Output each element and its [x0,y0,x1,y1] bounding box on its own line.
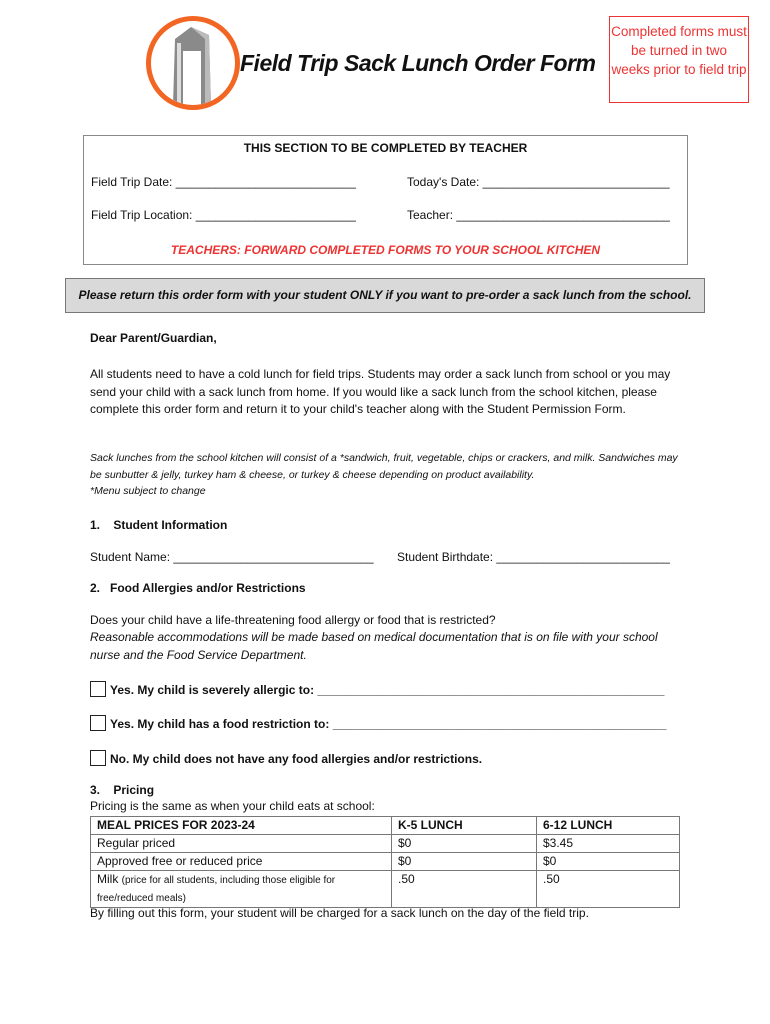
header-cell: K-5 LUNCH [392,817,537,835]
option-none[interactable] [90,750,690,769]
cell: .50 [537,871,680,908]
cell [91,871,392,908]
field-trip-location-field[interactable]: Field Trip Location: ________________________ [91,208,356,222]
header-cell: 6-12 LUNCH [537,817,680,835]
section2-heading: 2. Food Allergies and/or Restrictions [90,581,306,595]
header-cell: MEAL PRICES FOR 2023-24 [91,817,392,835]
section1-heading: 1. Student Information [90,518,228,532]
cell: .50 [392,871,537,908]
checkbox[interactable] [90,681,106,697]
menu-subject-note: *Menu subject to change [90,485,206,497]
table-row [91,871,680,908]
pricing-table [90,816,680,908]
cell: $3.45 [537,835,680,853]
option-label: Yes. My child has a food restriction to: __________________________________________________ [110,717,667,731]
milk-label: Milk [97,872,119,886]
cell: $0 [537,853,680,871]
checkbox[interactable] [90,750,106,766]
cell: $0 [392,835,537,853]
section3-heading: 3. Pricing [90,783,155,797]
accommodation-note: Reasonable accommodations will be made based on medical documentation that is on file with your school nurse and the Food Service Department. [90,630,658,662]
option-label: No. My child does not have any food allergies and/or restrictions. [110,752,483,766]
todays-date-field[interactable]: Today's Date: ____________________________ [407,175,670,189]
checkbox[interactable] [90,715,106,731]
table-row [91,853,680,871]
teacher-section [83,135,688,265]
menu-note: Sack lunches from the school kitchen will consist of a *sandwich, fruit, vegetable, chips or crackers, and milk. Sandwiches may be sunbutter & jelly, turkey ham & cheese, or turkey & cheese depending on product availability. [90,452,678,481]
return-banner: Please return this order form with your student ONLY if you want to pre-order a sack lunch from the school. [65,278,705,313]
school-logo [146,16,240,110]
teacher-section-heading: THIS SECTION TO BE COMPLETED BY TEACHER [243,141,528,155]
student-name-field[interactable]: Student Name: ______________________________ [90,550,374,564]
teacher-field[interactable]: Teacher: ________________________________ [407,208,670,222]
letter-body: All students need to have a cold lunch for field trips. Students may order a sack lunch from school or you may send your child with a sack lunch from home. If you would like a sack lunch from the school kitchen, please complete this order form and return it to your child's teacher along with the Student Permission Form. [90,367,671,416]
option-allergic[interactable] [90,681,690,700]
allergy-question: Does your child have a life-threatening food allergy or food that is restricted? [90,613,496,627]
cell: $0 [392,853,537,871]
greeting: Dear Parent/Guardian, [90,331,217,345]
page-title: Field Trip Sack Lunch Order Form [240,50,596,76]
pricing-intro: Pricing is the same as when your child eats at school: [90,799,375,813]
option-restriction[interactable] [90,715,690,734]
student-birthdate-field[interactable]: Student Birthdate: __________________________ [397,550,670,564]
cell: Approved free or reduced price [91,853,392,871]
option-label: Yes. My child is severely allergic to: ____________________________________________________ [110,683,665,697]
charge-note: By filling out this form, your student will be charged for a sack lunch on the day of the field trip. [90,906,589,920]
table-row [91,835,680,853]
field-trip-date-field[interactable]: Field Trip Date: ___________________________ [91,175,356,189]
cell: Regular priced [91,835,392,853]
deadline-notice: Completed forms must be turned in two weeks prior to field trip [609,16,749,103]
forward-note: TEACHERS: FORWARD COMPLETED FORMS TO YOUR SCHOOL KITCHEN [170,243,601,257]
table-header-row [91,817,680,835]
milk-note: (price for all students, including those eligible for free/reduced meals) [97,875,336,904]
